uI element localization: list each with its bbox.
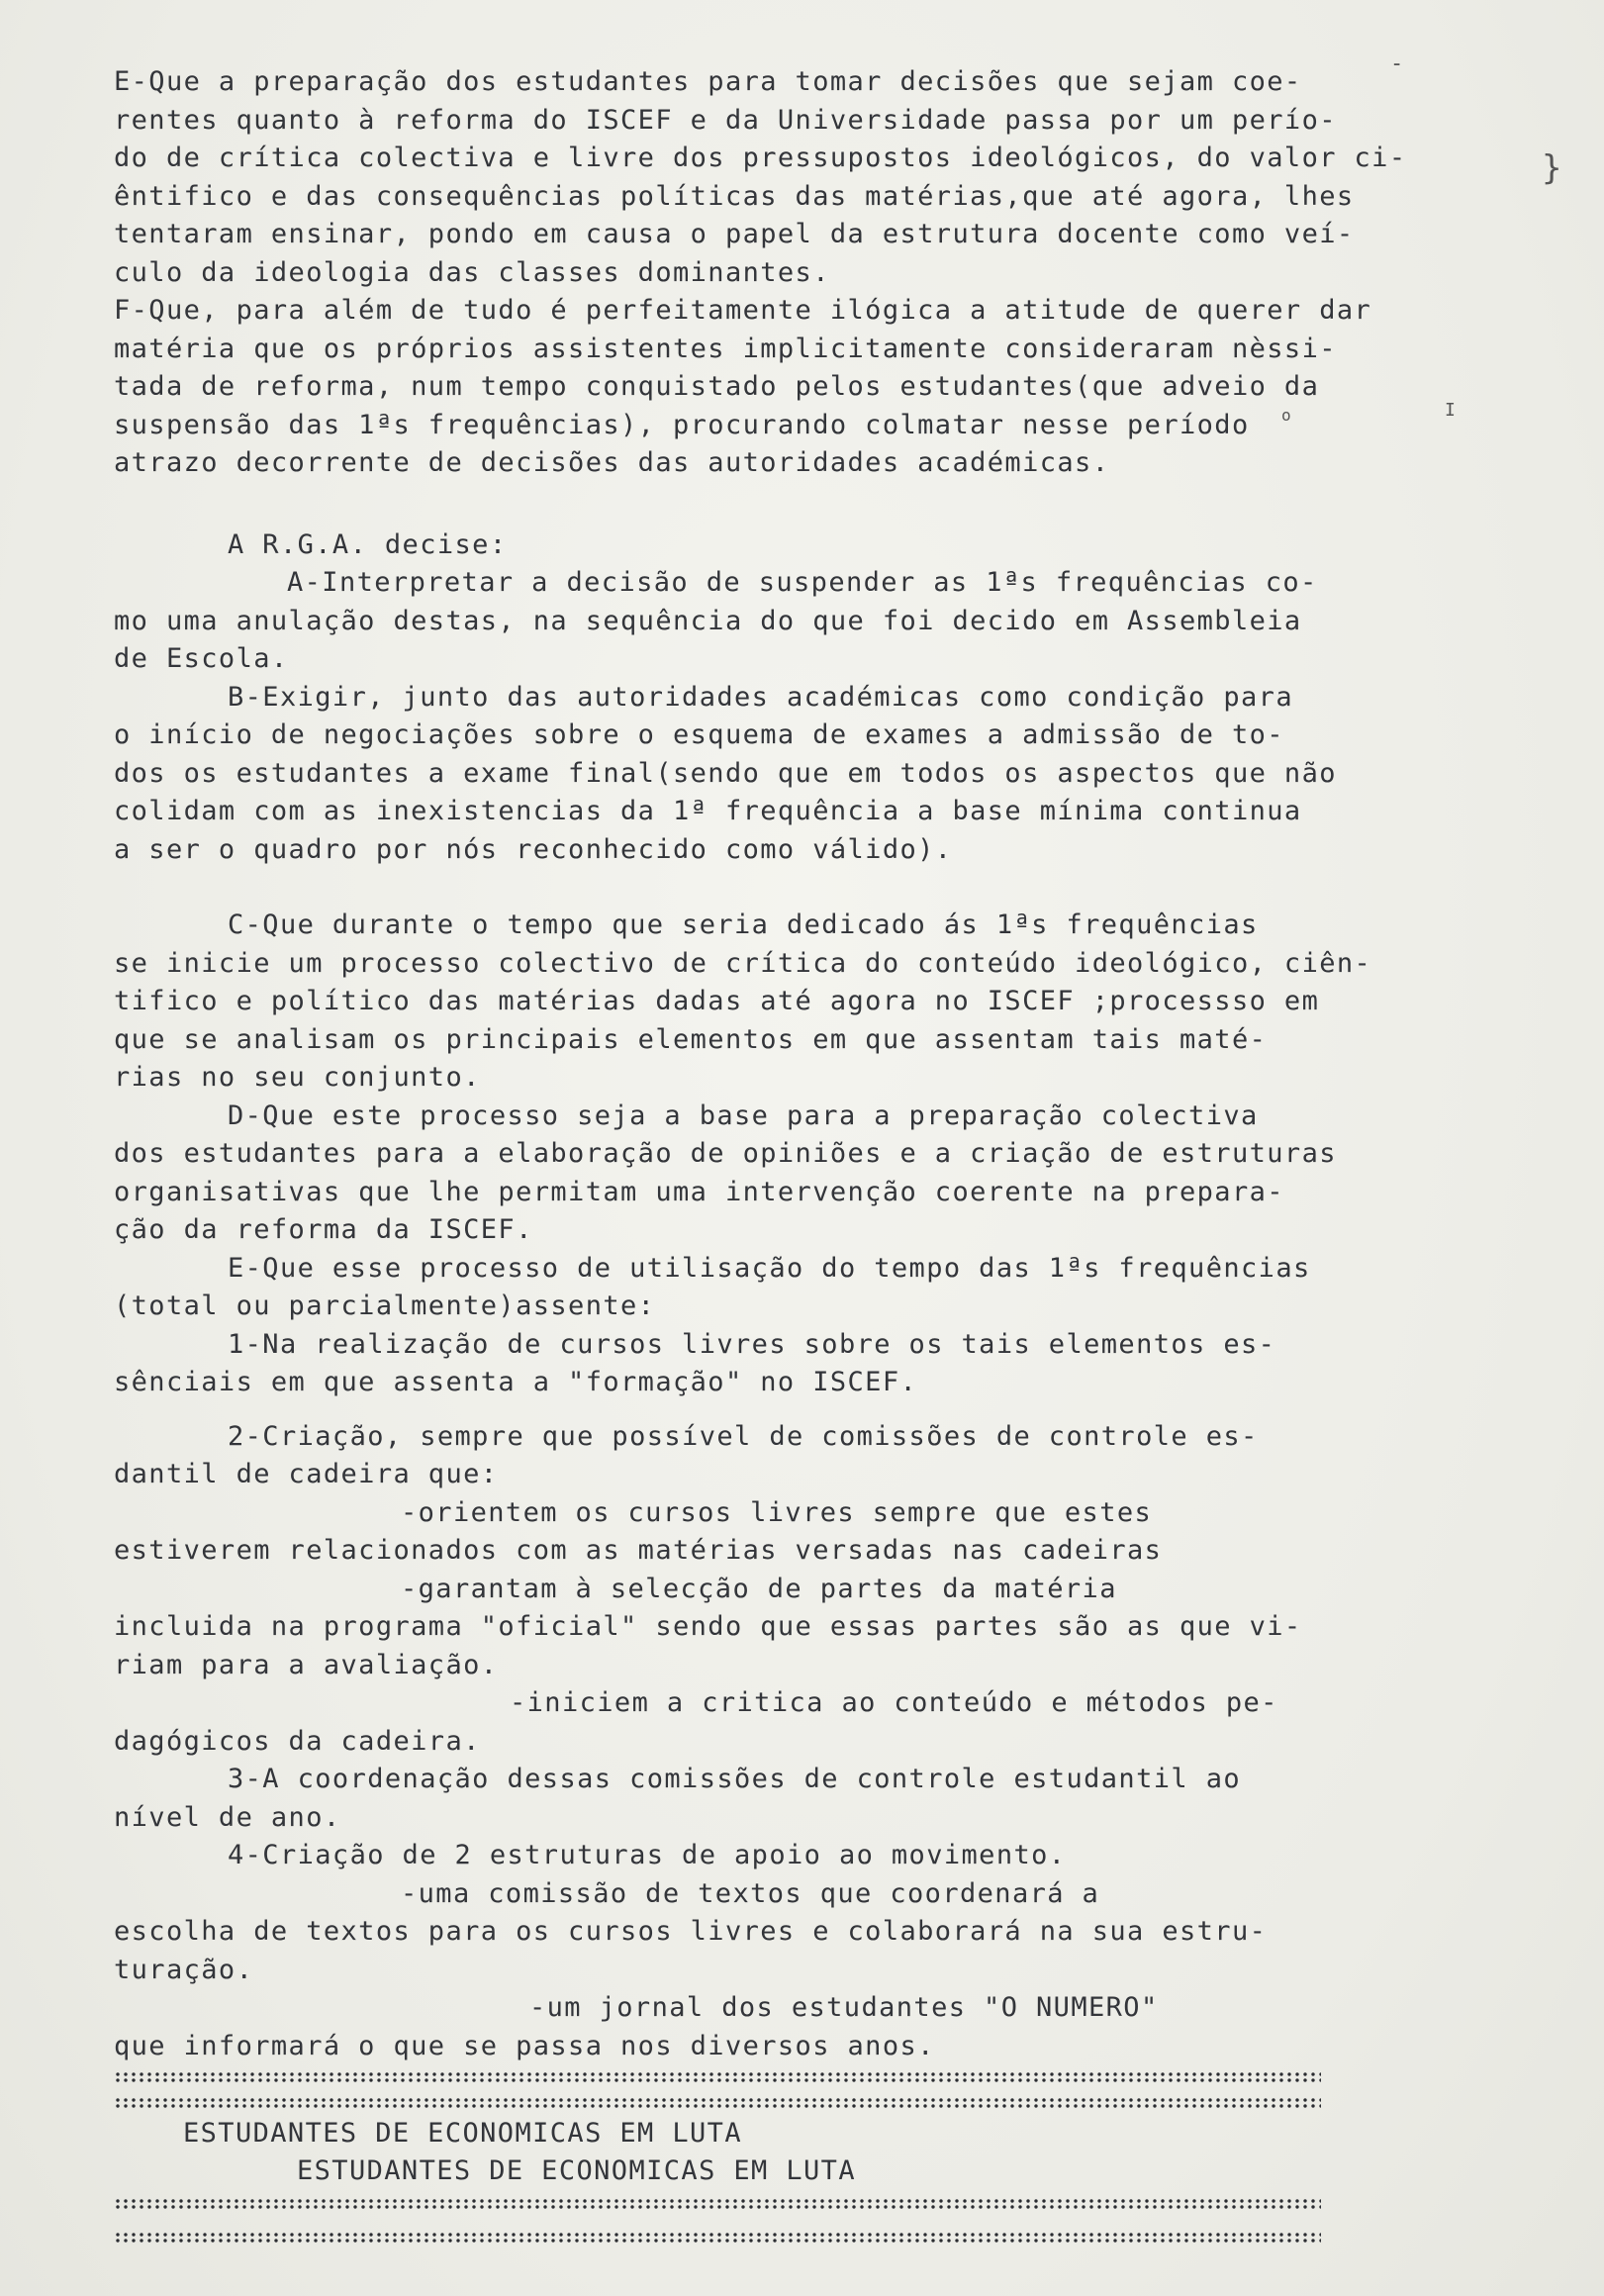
dotted-rule [114, 2198, 1321, 2210]
text-line: mo uma anulação destas, na sequência do que foi decido em Assembleia [114, 605, 1302, 636]
text-line: que se analisam os principais elementos em que assentam tais maté- [114, 1023, 1268, 1055]
list-item-4 [114, 1837, 1321, 2065]
text-line: se inicie um processo colectivo de crítica do conteúdo ideológico, ciên- [114, 947, 1372, 979]
text-line: D-Que este processo seja a base para a preparação colectiva [228, 1100, 1259, 1131]
text-line: sênciais em que assenta a "formação" no ISCEF. [114, 1367, 918, 1397]
text-line: dos estudantes para a elaboração de opiniões e a criação de estruturas [114, 1138, 1337, 1169]
text-line: 4-Criação de 2 estruturas de apoio ao movimento. [228, 1840, 1067, 1870]
text-line: incluida na programa "oficial" sendo que essas partes são as que vi- [114, 1611, 1302, 1642]
text-line: riam para a avaliação. [114, 1649, 499, 1680]
paragraph-b [114, 679, 1337, 870]
text-line: atrazo decorrente de decisões das autoridades académicas. [114, 447, 1110, 478]
text-line: colidam com as inexistencias da 1ª frequência a base mínima continua [114, 796, 1302, 826]
rga-decision-heading: A R.G.A. decise: [228, 528, 508, 560]
text-line: -iniciem a critica ao conteúdo e métodos pe- [510, 1687, 1278, 1718]
text-line: C-Que durante o tempo que seria dedicado ás 1ªs frequências [228, 909, 1259, 940]
text-line: de Escola. [114, 643, 289, 674]
text-line: dantil de cadeira que: [114, 1459, 499, 1489]
paragraph-f [114, 292, 1372, 483]
text-line: suspensão das 1ªs frequências), procurando colmatar nesse período [114, 409, 1250, 440]
text-line: organisativas que lhe permitam uma intervenção coerente na prepara- [114, 1176, 1284, 1207]
text-line: matéria que os próprios assistentes implicitamente consideraram nèssi- [114, 333, 1337, 364]
paragraph-e [114, 63, 1407, 292]
paragraph-a [114, 564, 1321, 679]
text-line: 3-A coordenação dessas comissões de controle estudantil ao [228, 1764, 1242, 1794]
list-item-2 [114, 1418, 1321, 1762]
margin-mark: } [1542, 148, 1562, 188]
paragraph-c [114, 907, 1372, 1098]
text-line: 2-Criação, sempre que possível de comissões de controle es- [228, 1420, 1259, 1452]
text-line: o início de negociações sobre o esquema de exames a admissão de to- [114, 719, 1284, 750]
document-body [114, 63, 1407, 2249]
text-line: estiverem relacionados com as matérias versadas nas cadeiras [114, 1535, 1163, 1566]
text-line: do de crítica colectiva e livre dos pressupostos ideológicos, do valor ci- [114, 143, 1407, 173]
paragraph-d [114, 1098, 1337, 1250]
text-line: a ser o quadro por nós reconhecido como válido). [114, 833, 953, 865]
text-line: -uma comissão de textos que coordenará a [401, 1877, 1100, 1909]
text-line: 1-Na realização de cursos livres sobre os tais elementos es- [228, 1328, 1276, 1360]
text-line: rentes quanto à reforma do ISCEF e da Universidade passa por um perío- [114, 104, 1337, 136]
text-line: culo da ideologia das classes dominantes. [114, 256, 830, 288]
margin-mark: - [1390, 51, 1404, 76]
banner-line: ESTUDANTES DE ECONOMICAS EM LUTA [297, 2155, 856, 2186]
text-line: escolha de textos para os cursos livres e colaborará na sua estru- [114, 1916, 1268, 1947]
text-line: turação. [114, 1954, 254, 1985]
text-line: (total ou parcialmente)assente: [114, 1291, 656, 1321]
text-line: tentaram ensinar, pondo em causa o papel da estrutura docente como veí- [114, 219, 1355, 249]
text-line: nível de ano. [114, 1801, 341, 1833]
text-line: A-Interpretar a decisão de suspender as 1ªs frequências co- [287, 567, 1318, 598]
list-item-3 [114, 1761, 1321, 1837]
margin-mark: o [1281, 406, 1291, 425]
text-line: ção da reforma da ISCEF. [114, 1214, 533, 1245]
text-line: dagógicos da cadeira. [114, 1725, 481, 1757]
text-line: dos os estudantes a exame final(sendo que em todos os aspectos que não [114, 757, 1337, 789]
text-line: E-Que a preparação dos estudantes para tomar decisões que sejam coe- [114, 66, 1302, 97]
paragraph-e2 [114, 1250, 1321, 1326]
text-line: tada de reforma, num tempo conquistado pelos estudantes(que adveio da [114, 371, 1320, 402]
text-line: -orientem os cursos livres sempre que estes [401, 1496, 1153, 1528]
text-line: que informará o que se passa nos diversos anos. [114, 2030, 935, 2061]
text-line: -um jornal dos estudantes "O NUMERO" [529, 1992, 1159, 2023]
text-line: rias no seu conjunto. [114, 1062, 481, 1093]
text-line: -garantam à selecção de partes da matéria [401, 1573, 1117, 1604]
margin-mark: I [1445, 400, 1456, 421]
footer-banner [114, 2071, 1321, 2244]
list-item-1 [114, 1326, 1321, 1402]
text-line: êntifico e das consequências políticas das matérias,que até agora, lhes [114, 180, 1355, 212]
text-line: tifico e político das matérias dadas até agora no ISCEF ;processso em [114, 986, 1320, 1016]
banner-line: ESTUDANTES DE ECONOMICAS EM LUTA [183, 2118, 742, 2149]
dotted-rule [114, 2097, 1321, 2109]
text-line: E-Que esse processo de utilisação do tempo das 1ªs frequências [228, 1252, 1311, 1284]
text-line: F-Que, para além de tudo é perfeitamente ilógica a atitude de querer dar [114, 295, 1372, 326]
text-line: B-Exigir, junto das autoridades académicas como condição para [228, 681, 1293, 713]
dotted-rule [114, 2232, 1321, 2244]
dotted-rule [114, 2071, 1321, 2083]
